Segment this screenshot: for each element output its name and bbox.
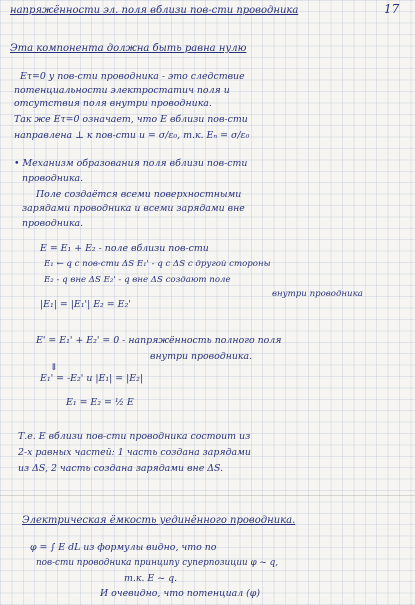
line-19: внутри проводника.: [150, 351, 253, 362]
line-30: И очевидно, что потенциал (φ): [100, 588, 261, 599]
line-4: потенциальности электростатич поля и: [14, 85, 230, 96]
line-3: Eτ=0 у пов-сти проводника - это следствие: [20, 71, 245, 82]
line-10: Поле создаётся всеми поверхностными: [36, 189, 242, 200]
line-28: пов-сти проводника принципу суперпозиции φ ~ q,: [36, 558, 279, 568]
line-component-zero: Эта компонента должна быть равна нулю: [10, 43, 247, 54]
line-6: Так же Eτ=0 означает, что E вблизи пов-сти: [14, 114, 248, 125]
line-20: ⇓: [50, 362, 58, 373]
line-14: E₁ ← q с пов-сти ΔS E₁' - q с ΔS с другой стороны: [44, 259, 271, 269]
page-number: 17: [384, 2, 400, 16]
line-capacitance-heading: Электрическая ёмкость уединённого проводника.: [22, 515, 296, 526]
line-27: φ = ∫ E dL из формулы видно, что по: [30, 542, 217, 553]
line-15: E₂ - q вне ΔS E₂' - q вне ΔS создают поле: [44, 275, 231, 285]
page-fold: [0, 495, 415, 496]
line-22: E₁ = E₂ = ½ E: [66, 397, 134, 408]
line-heading-continued: напряжённости эл. поля вблизи пов-сти проводника: [10, 5, 299, 16]
line-21: E₁' = -E₂' и |E₁| = |E₂|: [40, 373, 143, 384]
line-11: зарядами проводника и всеми зарядами вне: [22, 203, 245, 214]
line-17: |E₁| = |E₁'| E₂ = E₂': [40, 299, 131, 310]
line-9: проводника.: [22, 173, 84, 184]
line-12: проводника.: [22, 218, 84, 229]
line-13: E = E₁ + E₂ - поле вблизи пов-сти: [40, 243, 209, 254]
line-16: внутри проводника: [272, 289, 363, 299]
line-24: 2-х равных частей: 1 часть создана зарядами: [18, 447, 251, 458]
line-8: • Механизм образования поля вблизи пов-сти: [14, 158, 248, 169]
line-29: т.к. E ~ q.: [124, 573, 178, 584]
line-18: E' = E₁' + E₂' = 0 - напряжённость полного поля: [36, 335, 282, 346]
line-23: Т.е. E вблизи пов-сти проводника состоит из: [18, 431, 251, 442]
line-25: из ΔS, 2 часть создана зарядами вне ΔS.: [18, 463, 224, 474]
line-7: направлена ⊥ к пов-сти и = σ/ε₀, т.к. Eₙ = σ/ε₀: [14, 130, 250, 141]
line-5: отсутствия поля внутри проводника.: [14, 98, 212, 109]
